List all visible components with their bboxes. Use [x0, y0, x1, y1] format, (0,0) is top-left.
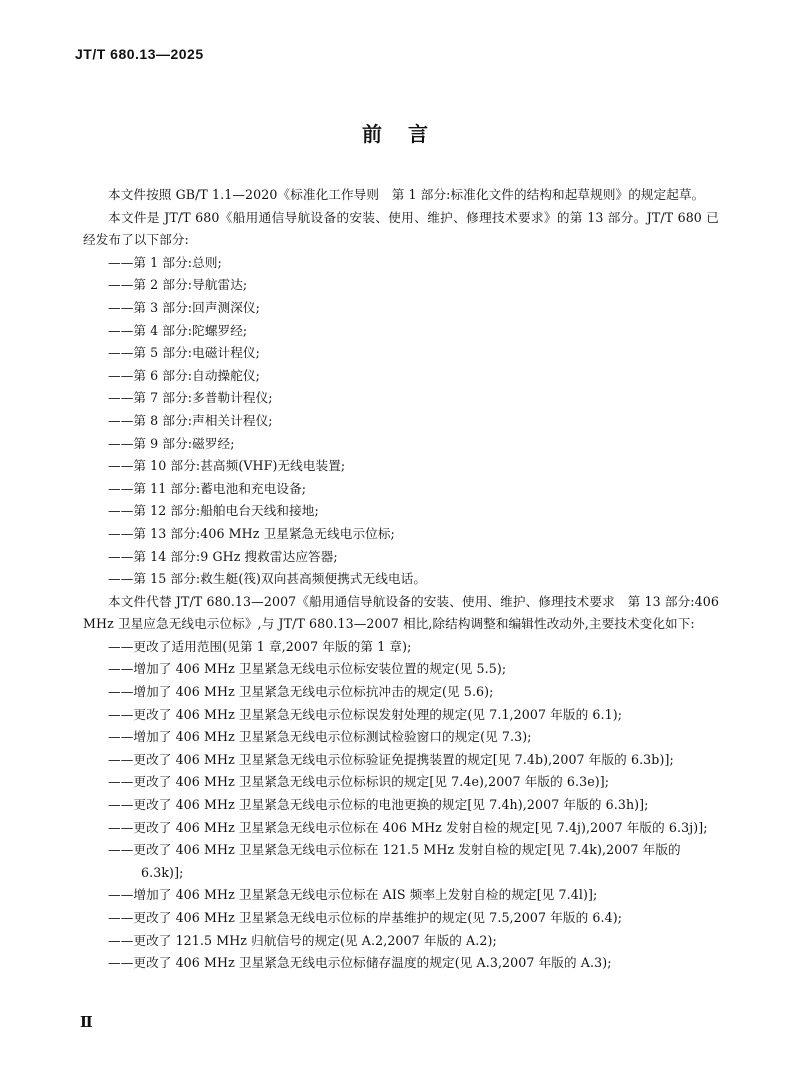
list-item: ——第 13 部分:406 MHz 卫星紧急无线电示位标;: [108, 525, 395, 541]
list-item: ——第 3 部分:回声测深仪;: [108, 299, 260, 315]
list-item: ——增加了 406 MHz 卫星紧急无线电示位标安装位置的规定(见 5.5);: [108, 661, 507, 677]
list-item: ——第 10 部分:甚高频(VHF)无线电装置;: [108, 458, 346, 474]
list-item: ——第 15 部分:救生艇(筏)双向甚高频便携式无线电话。: [108, 571, 427, 587]
list-item: ——第 8 部分:声相关计程仪;: [108, 412, 273, 428]
list-item: ——更改了 406 MHz 卫星紧急无线电示位标标识的规定[见 7.4e),2007 年版的 6.3e)];: [108, 774, 610, 790]
list-item: ——第 9 部分:磁罗经;: [108, 435, 235, 451]
list-item: ——更改了 406 MHz 卫星紧急无线电示位标在 121.5 MHz 发射自检的规定[见 7.4k),2007 年版的 6.3k)];: [108, 842, 681, 880]
list-item: ——第 1 部分:总则;: [108, 254, 222, 270]
list-item: ——第 7 部分:多普勒计程仪;: [108, 390, 273, 406]
list-item: ——第 5 部分:电磁计程仪;: [108, 345, 260, 361]
list-item: ——更改了 406 MHz 卫星紧急无线电示位标在 406 MHz 发射自检的规定[见 7.4j),2007 年版的 6.3j)];: [108, 819, 708, 835]
intro-paragraph: 本文件按照 GB/T 1.1—2020《标准化工作导则 第 1 部分:标准化文件的结构和起草规则》的规定起草。: [108, 187, 705, 202]
list-item: ——更改了 406 MHz 卫星紧急无线电示位标的岸基维护的规定(见 7.5,2007 年版的 6.4);: [108, 910, 623, 925]
list-item: ——第 12 部分:船舶电台天线和接地;: [108, 503, 319, 519]
page-title: 前言: [362, 122, 454, 146]
list-item: ——第 6 部分:自动操舵仪;: [108, 367, 260, 383]
list-item: ——更改了 406 MHz 卫星紧急无线电示位标验证免提携装置的规定[见 7.4b),2007 年版的 6.3b)];: [108, 751, 674, 767]
list-item: ——更改了 121.5 MHz 归航信号的规定(见 A.2,2007 年版的 A.2);: [108, 932, 497, 948]
page-number: Ⅱ: [80, 1013, 93, 1031]
list-item: ——增加了 406 MHz 卫星紧急无线电示位标测试检验窗口的规定(见 7.3);: [108, 729, 532, 745]
replacement-paragraph: 本文件代替 JT/T 680.13—2007《船用通信导航设备的安装、使用、维护、修理技术要求 第 13 部分:406 MHz 卫星应急无线电示位标》,与 JT/T 680.13—2007 相比,除结构调整和编辑性改动外,主要技术变化如下:: [83, 593, 719, 632]
intro-paragraph: 本文件是 JT/T 680《船用通信导航设备的安装、使用、维护、修理技术要求》的第 13 部分。JT/T 680 已经发布了以下部分:: [83, 209, 719, 248]
document-code: JT/T 680.13—2025: [75, 46, 204, 62]
list-item: ——第 14 部分:9 GHz 搜救雷达应答器;: [108, 548, 338, 564]
list-item: ——更改了 406 MHz 卫星紧急无线电示位标储存温度的规定(见 A.3,2007 年版的 A.3);: [108, 955, 612, 971]
list-item: ——更改了 406 MHz 卫星紧急无线电示位标的电池更换的规定[见 7.4h),2007 年版的 6.3h)];: [108, 797, 649, 813]
document-body: [83, 184, 719, 975]
list-item: ——第 11 部分:蓄电池和充电设备;: [108, 480, 307, 496]
parts-list: [83, 252, 719, 591]
changes-list: [83, 636, 719, 975]
list-item: ——更改了 406 MHz 卫星紧急无线电示位标误发射处理的规定(见 7.1,2007 年版的 6.1);: [108, 706, 623, 722]
list-item: ——更改了适用范围(见第 1 章,2007 年版的第 1 章);: [108, 638, 412, 654]
list-item: ——增加了 406 MHz 卫星紧急无线电示位标抗冲击的规定(见 5.6);: [108, 684, 494, 700]
list-item: ——第 2 部分:导航雷达;: [108, 277, 248, 293]
list-item: ——增加了 406 MHz 卫星紧急无线电示位标在 AIS 频率上发射自检的规定[见 7.4l)];: [108, 887, 598, 903]
list-item: ——第 4 部分:陀螺罗经;: [108, 322, 248, 338]
